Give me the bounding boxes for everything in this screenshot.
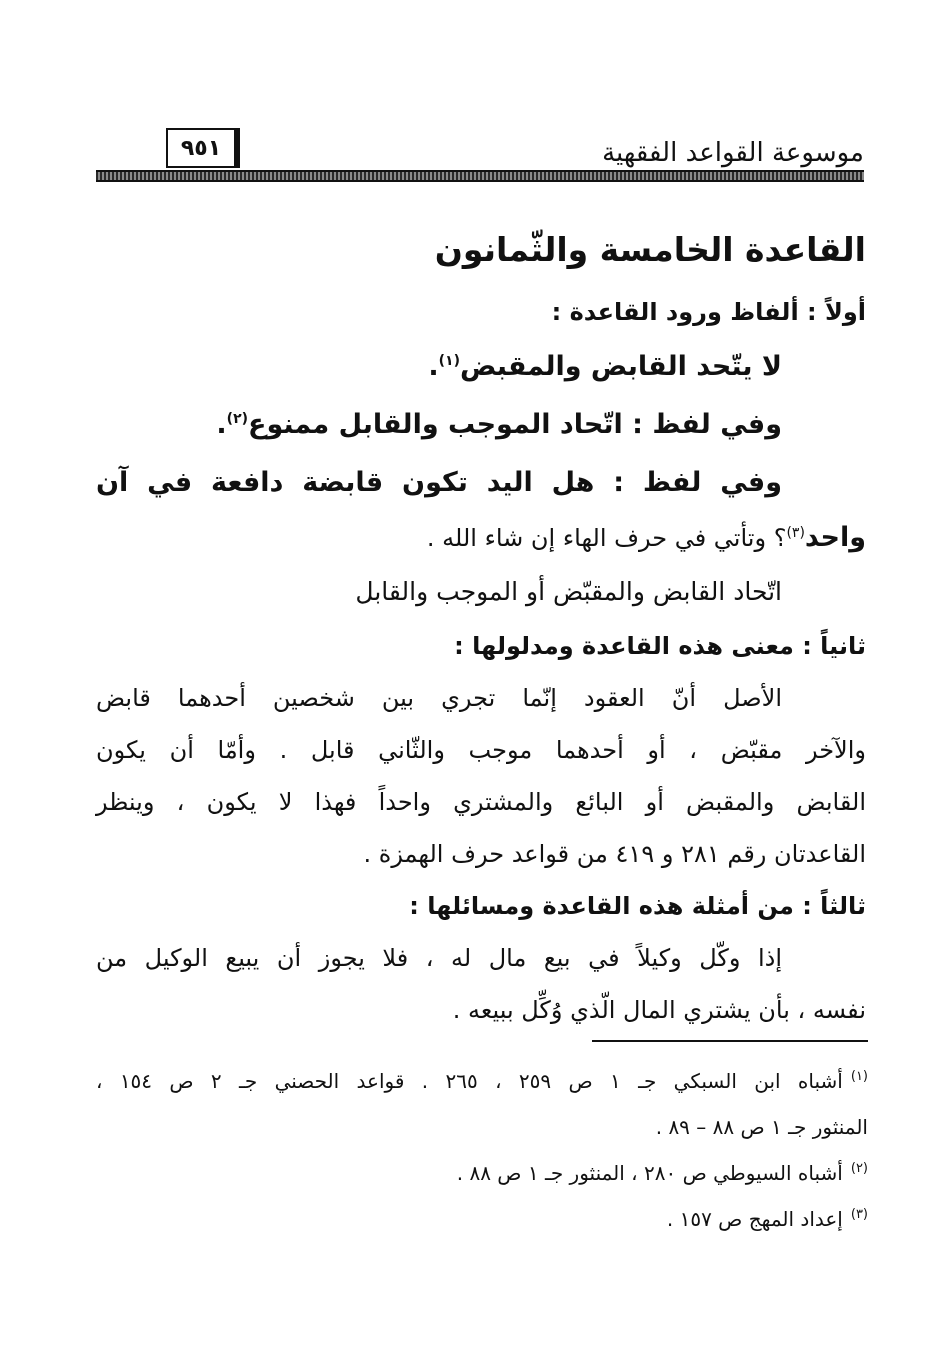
footnote-1-marker: (١) <box>850 1069 868 1085</box>
section-2-line-3: القابض والمقبض أو البائع والمشتري واحداً فهذا لا يكون ، وينظر <box>96 788 866 816</box>
main-content <box>96 222 866 1036</box>
footnote-2 <box>96 1150 868 1196</box>
section-3-heading: ثالثاً : من أمثلة هذه القاعدة ومسائلها : <box>409 892 866 920</box>
footnote-1-text: أشباه ابن السبكي جـ ١ ص ٢٥٩ ، ٢٦٥ . قواعد الحصني جـ ٢ ص ١٥٤ ، <box>96 1069 843 1093</box>
footnote-ref-1: (١) <box>438 353 460 369</box>
section-2-heading: ثانياً : معنى هذه القاعدة ومدلولها : <box>454 632 866 660</box>
rule-statement <box>96 338 866 396</box>
page-header <box>96 126 864 184</box>
footnote-3-text: إعداد المهج ص ١٥٧ . <box>666 1207 843 1231</box>
footnote-3-marker: (٣) <box>850 1207 868 1223</box>
footnote-ref-3: (٣) <box>786 525 805 541</box>
footnote-ref-2: (٢) <box>226 411 249 427</box>
rule-statement-end: . <box>428 351 439 382</box>
variant-1-prefix: وفي لفظ : <box>622 409 782 440</box>
rule-variant-1 <box>96 396 866 454</box>
variant-1-end: . <box>216 409 227 440</box>
page-number: ٩٥١ <box>166 128 240 168</box>
rule-variant-2-line-1: وفي لفظ : هل اليد تكون قابضة دافعة في آن <box>96 467 782 498</box>
footnote-1-line-2: المنثور جـ ١ ص ٨٨ – ٨٩ . <box>655 1115 868 1139</box>
rule-title: القاعدة الخامسة والثّمانون <box>434 230 866 269</box>
rule-statement-text: لا يتّحد القابض والمقبض <box>459 351 782 382</box>
header-rule <box>96 170 864 182</box>
variant-2-rest: ؟ وتأتي في حرف الهاء إن شاء الله . <box>426 524 787 552</box>
section-3-line-2: نفسه ، بأن يشتري المال الّذي وُكِّل ببيعه . <box>452 996 866 1024</box>
variant-2-bold-word: واحد <box>804 522 866 553</box>
alternate-title: اتّحاد القابض والمقبّض أو الموجب والقابل <box>355 577 782 606</box>
footnotes <box>96 1058 868 1242</box>
variant-1-text: اتّحاد الموجب والقابل ممنوع <box>248 409 623 440</box>
section-2-line-1: الأصل أنّ العقود إنّما تجري بين شخصين أحدهما قابض <box>96 684 782 712</box>
book-title: موسوعة القواعد الفقهية <box>602 138 864 168</box>
rule-variant-2-line-2 <box>96 512 866 564</box>
footnote-3 <box>96 1196 868 1242</box>
section-2-line-4: القاعدتان رقم ٢٨١ و ٤١٩ من قواعد حرف الهمزة . <box>363 840 866 868</box>
section-3-line-1: إذا وكّل وكيلاً في بيع مال له ، فلا يجوز أن يبيع الوكيل من <box>96 944 782 972</box>
footnote-separator <box>592 1040 868 1042</box>
footnote-1-line-1 <box>96 1058 868 1104</box>
section-2-line-2: والآخر مقبّض ، أو أحدهما موجب والثّاني قابل . وأمّا أن يكون <box>96 736 866 764</box>
footnote-2-text: أشباه السيوطي ص ٢٨٠ ، المنثور جـ ١ ص ٨٨ . <box>456 1161 843 1185</box>
section-1-heading: أولاً : ألفاظ ورود القاعدة : <box>551 298 866 326</box>
footnote-2-marker: (٢) <box>850 1161 868 1177</box>
